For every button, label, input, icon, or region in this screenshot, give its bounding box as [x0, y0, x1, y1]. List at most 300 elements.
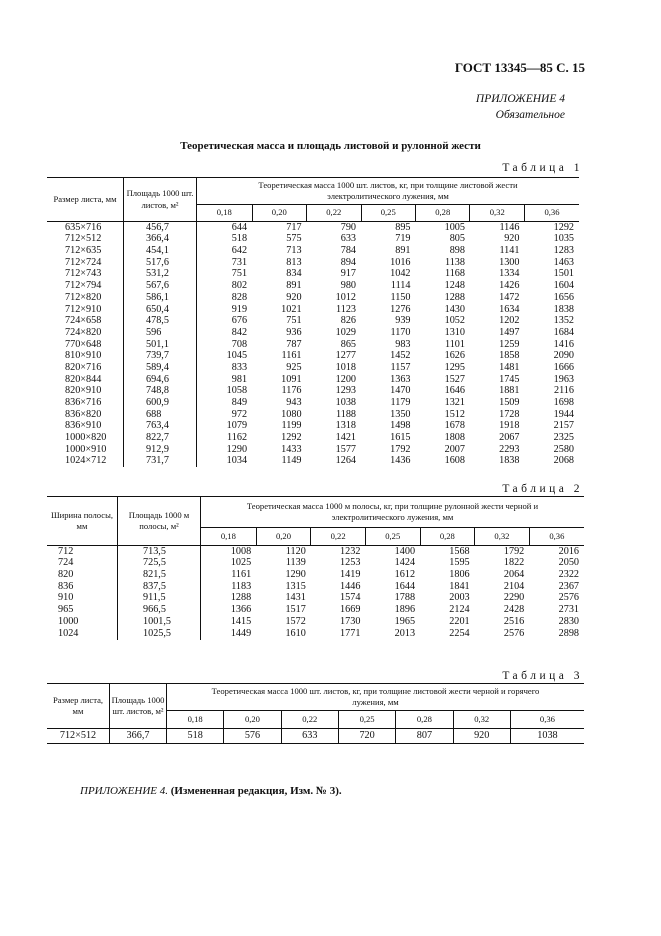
row-key-cell: 1000	[47, 616, 118, 628]
table1-group-header: Теоретическая масса 1000 шт. листов, кг, при толщине листовой жести электролитического лужения, мм	[197, 178, 580, 205]
table1-thickness-header: 0,20	[252, 205, 306, 222]
mass-cell: 676	[231, 315, 248, 327]
mass-cell: 813	[286, 256, 302, 268]
mass-cell: 1452	[390, 350, 411, 362]
mass-cell: 2007	[444, 443, 465, 455]
mass-cell: 2003	[449, 592, 470, 604]
mass-cell: 1199	[281, 420, 302, 432]
mass-cell: 1470	[390, 385, 411, 397]
mass-cell: 1259	[499, 338, 520, 350]
mass-cell: 1615	[390, 432, 411, 444]
table-row	[47, 558, 584, 570]
table-row	[47, 456, 579, 468]
mass-cell: 518	[231, 233, 248, 245]
mass-cell: 1572	[285, 615, 306, 627]
mass-cell: 802	[231, 280, 248, 292]
table2-thickness-header: 0,22	[311, 528, 366, 546]
mass-cell: 1176	[281, 385, 302, 397]
row-key-cell: 836×910	[47, 421, 124, 433]
table3-thickness-header: 0,28	[396, 711, 453, 729]
table-row	[47, 304, 579, 316]
mass-cell: 1029	[335, 326, 357, 338]
mass-cell: 1139	[285, 557, 306, 569]
mass-cell: 849	[231, 397, 248, 409]
area-cell: 837,5	[118, 581, 201, 593]
mass-cell: 1292	[281, 432, 302, 444]
table2-col-area: Площадь 1000 м полосы, м²	[118, 497, 201, 546]
mass-cell: 719	[395, 233, 411, 245]
mass-cell: 1200	[335, 373, 357, 385]
mass-cell: 1806	[449, 569, 470, 581]
row-key-cell: 820×910	[47, 386, 124, 398]
row-key-cell: 836×716	[47, 397, 124, 409]
mass-cell: 983	[395, 338, 411, 350]
table-row	[47, 397, 579, 409]
mass-cell: 1436	[390, 455, 411, 467]
mass-cell: 1288	[230, 592, 252, 604]
area-cell: 966,5	[118, 604, 201, 616]
table3-thickness-header: 0,25	[338, 711, 395, 729]
mass-cell: 751	[231, 268, 248, 280]
mass-cell: 920	[453, 729, 510, 744]
area-cell: 1001,5	[118, 616, 201, 628]
mass-cell: 720	[338, 729, 395, 744]
table-row	[47, 351, 579, 363]
mass-cell: 2516	[503, 615, 525, 627]
mass-cell: 1634	[499, 303, 520, 315]
mass-cell: 1146	[499, 221, 520, 233]
mass-cell: 898	[449, 245, 465, 257]
row-key-cell: 1000×820	[47, 432, 124, 444]
mass-cell: 1168	[444, 268, 465, 280]
table-row	[47, 374, 579, 386]
area-cell: 531,2	[124, 269, 197, 281]
mass-cell: 633	[340, 233, 357, 245]
mass-cell: 1141	[499, 245, 520, 257]
mass-cell: 1646	[444, 385, 465, 397]
mass-cell: 1045	[226, 350, 248, 362]
mass-cell: 1728	[499, 408, 520, 420]
table-row	[47, 269, 579, 281]
row-key-cell: 820×844	[47, 374, 124, 386]
mass-cell: 1202	[499, 315, 520, 327]
mass-cell: 2325	[553, 432, 574, 444]
mass-cell: 1430	[444, 303, 465, 315]
mass-cell: 865	[340, 338, 357, 350]
row-key-cell: 836×820	[47, 409, 124, 421]
table-row	[47, 222, 579, 234]
area-cell: 822,7	[124, 432, 197, 444]
table1-thickness-header: 0,28	[416, 205, 470, 222]
footer-prefix: ПРИЛОЖЕНИЕ 4.	[80, 785, 168, 797]
mass-cell: 1363	[390, 373, 411, 385]
footer-text: (Измененная редакция, Изм. № 3).	[170, 785, 342, 797]
area-cell: 478,5	[124, 316, 197, 328]
mass-cell: 1334	[499, 268, 520, 280]
mass-cell: 1091	[281, 373, 302, 385]
table-row	[47, 362, 579, 374]
mass-cell: 1232	[340, 545, 361, 557]
mass-cell: 1008	[230, 545, 252, 557]
table3-thickness-header: 0,18	[167, 711, 224, 729]
area-cell: 567,6	[124, 280, 197, 292]
mass-cell: 1157	[390, 361, 411, 373]
table-row	[47, 386, 579, 398]
mass-cell: 1792	[503, 545, 525, 557]
mass-cell: 1162	[227, 432, 248, 444]
mass-cell: 790	[340, 221, 357, 233]
mass-cell: 925	[286, 361, 302, 373]
row-key-cell: 1024×712	[47, 456, 124, 468]
mass-cell: 1678	[444, 420, 465, 432]
area-cell: 912,9	[124, 444, 197, 456]
mass-cell: 751	[286, 315, 302, 327]
area-cell: 501,1	[124, 339, 197, 351]
mass-cell: 1666	[553, 361, 574, 373]
mass-cell: 2576	[558, 592, 579, 604]
row-key-cell: 712×743	[47, 269, 124, 281]
table-row	[47, 604, 584, 616]
mass-cell: 1433	[281, 443, 302, 455]
mass-cell: 1248	[444, 280, 465, 292]
area-cell: 454,1	[124, 245, 197, 257]
mass-cell: 2068	[553, 455, 574, 467]
mass-cell: 1656	[553, 291, 574, 303]
table2-group-header: Теоретическая масса 1000 м полосы, кг, при толщине рулонной жести черной и электролитического лужения, мм	[201, 497, 585, 528]
mass-cell: 1058	[226, 385, 248, 397]
mass-cell: 1042	[390, 268, 411, 280]
mass-cell: 1808	[444, 432, 465, 444]
mass-cell: 1170	[390, 326, 411, 338]
mass-cell: 834	[286, 268, 302, 280]
table3-label: Таблица 3	[502, 670, 583, 682]
table-3	[47, 683, 584, 744]
mass-cell: 1644	[394, 580, 416, 592]
table-row	[47, 421, 579, 433]
row-key-cell: 724×658	[47, 316, 124, 328]
row-key-cell: 712	[47, 546, 118, 558]
mass-cell: 1792	[390, 443, 411, 455]
mass-cell: 1276	[390, 303, 411, 315]
mass-cell: 1684	[553, 326, 574, 338]
row-key-cell: 712×724	[47, 257, 124, 269]
mass-cell: 2157	[553, 420, 574, 432]
mass-cell: 1604	[553, 280, 574, 292]
mass-cell: 1858	[499, 350, 520, 362]
mass-cell: 1300	[499, 256, 520, 268]
table2-thickness-header: 0,25	[365, 528, 420, 546]
mass-cell: 1577	[335, 443, 357, 455]
mass-cell: 1080	[281, 408, 302, 420]
mass-cell: 1293	[335, 385, 357, 397]
mass-cell: 642	[231, 245, 248, 257]
row-key-cell: 712×794	[47, 280, 124, 292]
mass-cell: 1730	[340, 615, 361, 627]
mass-cell: 1841	[449, 580, 470, 592]
area-cell: 517,6	[124, 257, 197, 269]
table-1	[47, 177, 579, 467]
mass-cell: 936	[286, 326, 302, 338]
mass-cell: 1509	[499, 397, 520, 409]
mass-cell: 1114	[390, 280, 411, 292]
mass-cell: 2013	[394, 627, 416, 639]
mass-cell: 2124	[449, 604, 470, 616]
mass-cell: 1431	[285, 592, 306, 604]
mass-cell: 1965	[394, 615, 416, 627]
mass-cell: 1574	[340, 592, 361, 604]
mass-cell: 1292	[553, 221, 574, 233]
area-cell: 600,9	[124, 397, 197, 409]
table-row	[47, 616, 584, 628]
area-cell: 821,5	[118, 569, 201, 581]
row-key-cell: 712×512	[47, 234, 124, 246]
table1-label: Таблица 1	[502, 162, 583, 174]
mass-cell: 717	[286, 221, 302, 233]
mass-cell: 1290	[285, 569, 306, 581]
mass-cell: 807	[396, 729, 453, 744]
mass-cell: 1290	[226, 443, 248, 455]
mass-cell: 1419	[340, 569, 361, 581]
mass-cell: 1277	[335, 350, 357, 362]
area-cell: 739,7	[124, 351, 197, 363]
table1-col-area: Площадь 1000 шт. листов, м²	[124, 178, 197, 222]
footer-note	[80, 785, 342, 797]
mass-cell: 2290	[503, 592, 525, 604]
table-row	[47, 327, 579, 339]
mass-cell: 1149	[281, 455, 302, 467]
table-row	[47, 280, 579, 292]
mass-cell: 1838	[553, 303, 574, 315]
row-key-cell: 712×635	[47, 245, 124, 257]
mass-cell: 1771	[340, 627, 361, 639]
appendix-title: ПРИЛОЖЕНИЕ 4	[475, 93, 565, 105]
mass-cell: 518	[167, 729, 224, 744]
mass-cell: 1698	[553, 397, 574, 409]
mass-cell: 2731	[558, 604, 579, 616]
area-cell: 650,4	[124, 304, 197, 316]
row-key-cell: 712×820	[47, 292, 124, 304]
mass-cell: 1788	[394, 592, 416, 604]
mass-cell: 1527	[444, 373, 465, 385]
mass-cell: 2322	[558, 569, 579, 581]
table-row	[47, 432, 579, 444]
mass-cell: 920	[504, 233, 520, 245]
mass-cell: 1283	[553, 245, 574, 257]
table-row	[47, 581, 584, 593]
mass-cell: 1034	[226, 455, 248, 467]
mass-cell: 1366	[230, 604, 252, 616]
table1-thickness-header: 0,18	[197, 205, 253, 222]
table1-col-size: Размер листа, мм	[47, 178, 124, 222]
mass-cell: 1446	[340, 580, 361, 592]
table2-label: Таблица 2	[502, 483, 583, 495]
mass-cell: 1517	[285, 604, 306, 616]
mass-cell: 1079	[226, 420, 248, 432]
area-cell: 731,7	[124, 456, 197, 468]
mass-cell: 1426	[499, 280, 520, 292]
mass-cell: 891	[286, 280, 302, 292]
row-key-cell: 965	[47, 604, 118, 616]
table1-thickness-header: 0,32	[470, 205, 524, 222]
mass-cell: 2830	[558, 615, 579, 627]
mass-cell: 1021	[281, 303, 302, 315]
area-cell: 725,5	[118, 558, 201, 570]
mass-cell: 575	[286, 233, 302, 245]
mass-cell: 1188	[336, 408, 357, 420]
mass-cell: 644	[231, 221, 248, 233]
area-cell: 586,1	[124, 292, 197, 304]
mass-cell: 826	[340, 315, 357, 327]
row-key-cell: 635×716	[47, 222, 124, 234]
mass-cell: 1179	[390, 397, 411, 409]
mass-cell: 1183	[231, 580, 252, 592]
mass-cell: 1416	[553, 338, 574, 350]
table3-thickness-header: 0,22	[281, 711, 338, 729]
row-key-cell: 712×910	[47, 304, 124, 316]
mass-cell: 1497	[499, 326, 520, 338]
table3-group-header: Теоретическая масса 1000 шт. листов, кг, при толщине листовой жести черной и горячего лужения, мм	[167, 684, 585, 711]
mass-cell: 1626	[444, 350, 465, 362]
table-row	[47, 292, 579, 304]
mass-cell: 1963	[553, 373, 574, 385]
document-title: Теоретическая масса и площадь листовой и рулонной жести	[180, 140, 481, 152]
mass-cell: 1018	[335, 361, 357, 373]
mass-cell: 2116	[554, 385, 574, 397]
table-row	[47, 569, 584, 581]
appendix-block	[476, 92, 565, 123]
mass-cell: 1595	[449, 557, 470, 569]
mass-cell: 1400	[394, 545, 416, 557]
mass-cell: 1161	[281, 350, 302, 362]
mass-cell: 842	[231, 326, 248, 338]
mass-cell: 1253	[340, 557, 361, 569]
mass-cell: 1035	[553, 233, 574, 245]
row-key-cell: 910	[47, 593, 118, 605]
table2-col-width: Ширина полосы, мм	[47, 497, 118, 546]
mass-cell: 2898	[558, 627, 579, 639]
mass-cell: 1352	[553, 315, 574, 327]
table2-thickness-header: 0,18	[201, 528, 257, 546]
area-cell: 763,4	[124, 421, 197, 433]
table1-thickness-header: 0,36	[544, 207, 560, 218]
mass-cell: 2104	[503, 580, 525, 592]
row-key-cell: 810×910	[47, 351, 124, 363]
mass-cell: 1481	[499, 361, 520, 373]
mass-cell: 1038	[335, 397, 357, 409]
mass-cell: 1512	[444, 408, 465, 420]
mass-cell: 787	[286, 338, 302, 350]
mass-cell: 2050	[558, 557, 579, 569]
mass-cell: 1918	[499, 420, 520, 432]
table-row	[47, 729, 584, 744]
mass-cell: 1161	[231, 569, 252, 581]
mass-cell: 1288	[444, 291, 465, 303]
table2-thickness-header: 0,32	[475, 528, 530, 546]
mass-cell: 1424	[394, 557, 416, 569]
mass-cell: 943	[286, 397, 302, 409]
table2-thickness-header: 0,28	[420, 528, 475, 546]
mass-cell: 981	[231, 373, 248, 385]
mass-cell: 708	[231, 338, 248, 350]
mass-cell: 1608	[444, 455, 465, 467]
mass-cell: 2428	[503, 604, 525, 616]
mass-cell: 1838	[499, 455, 520, 467]
mass-cell: 1881	[499, 385, 520, 397]
mass-cell: 805	[449, 233, 465, 245]
mass-cell: 633	[281, 729, 338, 744]
mass-cell: 1025	[230, 557, 252, 569]
table1-thickness-header: 0,22	[307, 205, 361, 222]
area-cell: 911,5	[118, 593, 201, 605]
mass-cell: 895	[395, 221, 411, 233]
mass-cell: 1498	[390, 420, 411, 432]
table-row	[47, 593, 584, 605]
mass-cell: 1610	[285, 627, 306, 639]
table3-thickness-header: 0,20	[224, 711, 281, 729]
table-row	[47, 316, 579, 328]
row-key-cell: 1024	[47, 628, 118, 640]
row-key-cell: 724	[47, 558, 118, 570]
table-row	[47, 628, 584, 640]
mass-cell: 1012	[335, 291, 357, 303]
mass-cell: 1944	[553, 408, 574, 420]
table-row	[47, 339, 579, 351]
mass-cell: 1745	[499, 373, 520, 385]
mass-cell: 1421	[335, 432, 357, 444]
mass-cell: 1005	[444, 221, 465, 233]
table3-col-size: Размер листа, мм	[47, 684, 110, 729]
table1-thickness-header: 0,25	[361, 205, 415, 222]
mass-cell: 1321	[444, 397, 465, 409]
area-cell: 713,5	[118, 546, 201, 558]
mass-cell: 972	[231, 408, 248, 420]
mass-cell: 1150	[390, 291, 411, 303]
mass-cell: 980	[340, 280, 357, 292]
mass-cell: 2067	[499, 432, 520, 444]
area-cell: 366,7	[110, 729, 167, 744]
mass-cell: 1101	[444, 338, 465, 350]
area-cell: 694,6	[124, 374, 197, 386]
table-row	[47, 245, 579, 257]
mass-cell: 2367	[558, 580, 579, 592]
mass-cell: 891	[395, 245, 411, 257]
mass-cell: 731	[231, 256, 248, 268]
mass-cell: 2580	[553, 443, 574, 455]
mass-cell: 1501	[553, 268, 574, 280]
mass-cell: 1264	[335, 455, 357, 467]
area-cell: 596	[124, 327, 197, 339]
table3-thickness-header: 0,36	[539, 713, 555, 724]
area-cell: 748,8	[124, 386, 197, 398]
area-cell: 1025,5	[118, 628, 201, 640]
mass-cell: 920	[286, 291, 302, 303]
mass-cell: 1449	[230, 627, 252, 639]
mass-cell: 1120	[285, 545, 306, 557]
table-row	[47, 546, 584, 558]
mass-cell: 828	[231, 291, 248, 303]
row-key-cell: 820	[47, 569, 118, 581]
mass-cell: 1669	[340, 604, 361, 616]
mass-cell: 2576	[503, 627, 525, 639]
mass-cell: 2016	[558, 545, 579, 557]
table2-thickness-header: 0,20	[256, 528, 311, 546]
mass-cell: 2090	[553, 350, 574, 362]
table-row	[47, 257, 579, 269]
mass-cell: 2254	[449, 627, 470, 639]
mass-cell: 1463	[553, 256, 574, 268]
mass-cell: 1318	[335, 420, 357, 432]
mass-cell: 1350	[390, 408, 411, 420]
